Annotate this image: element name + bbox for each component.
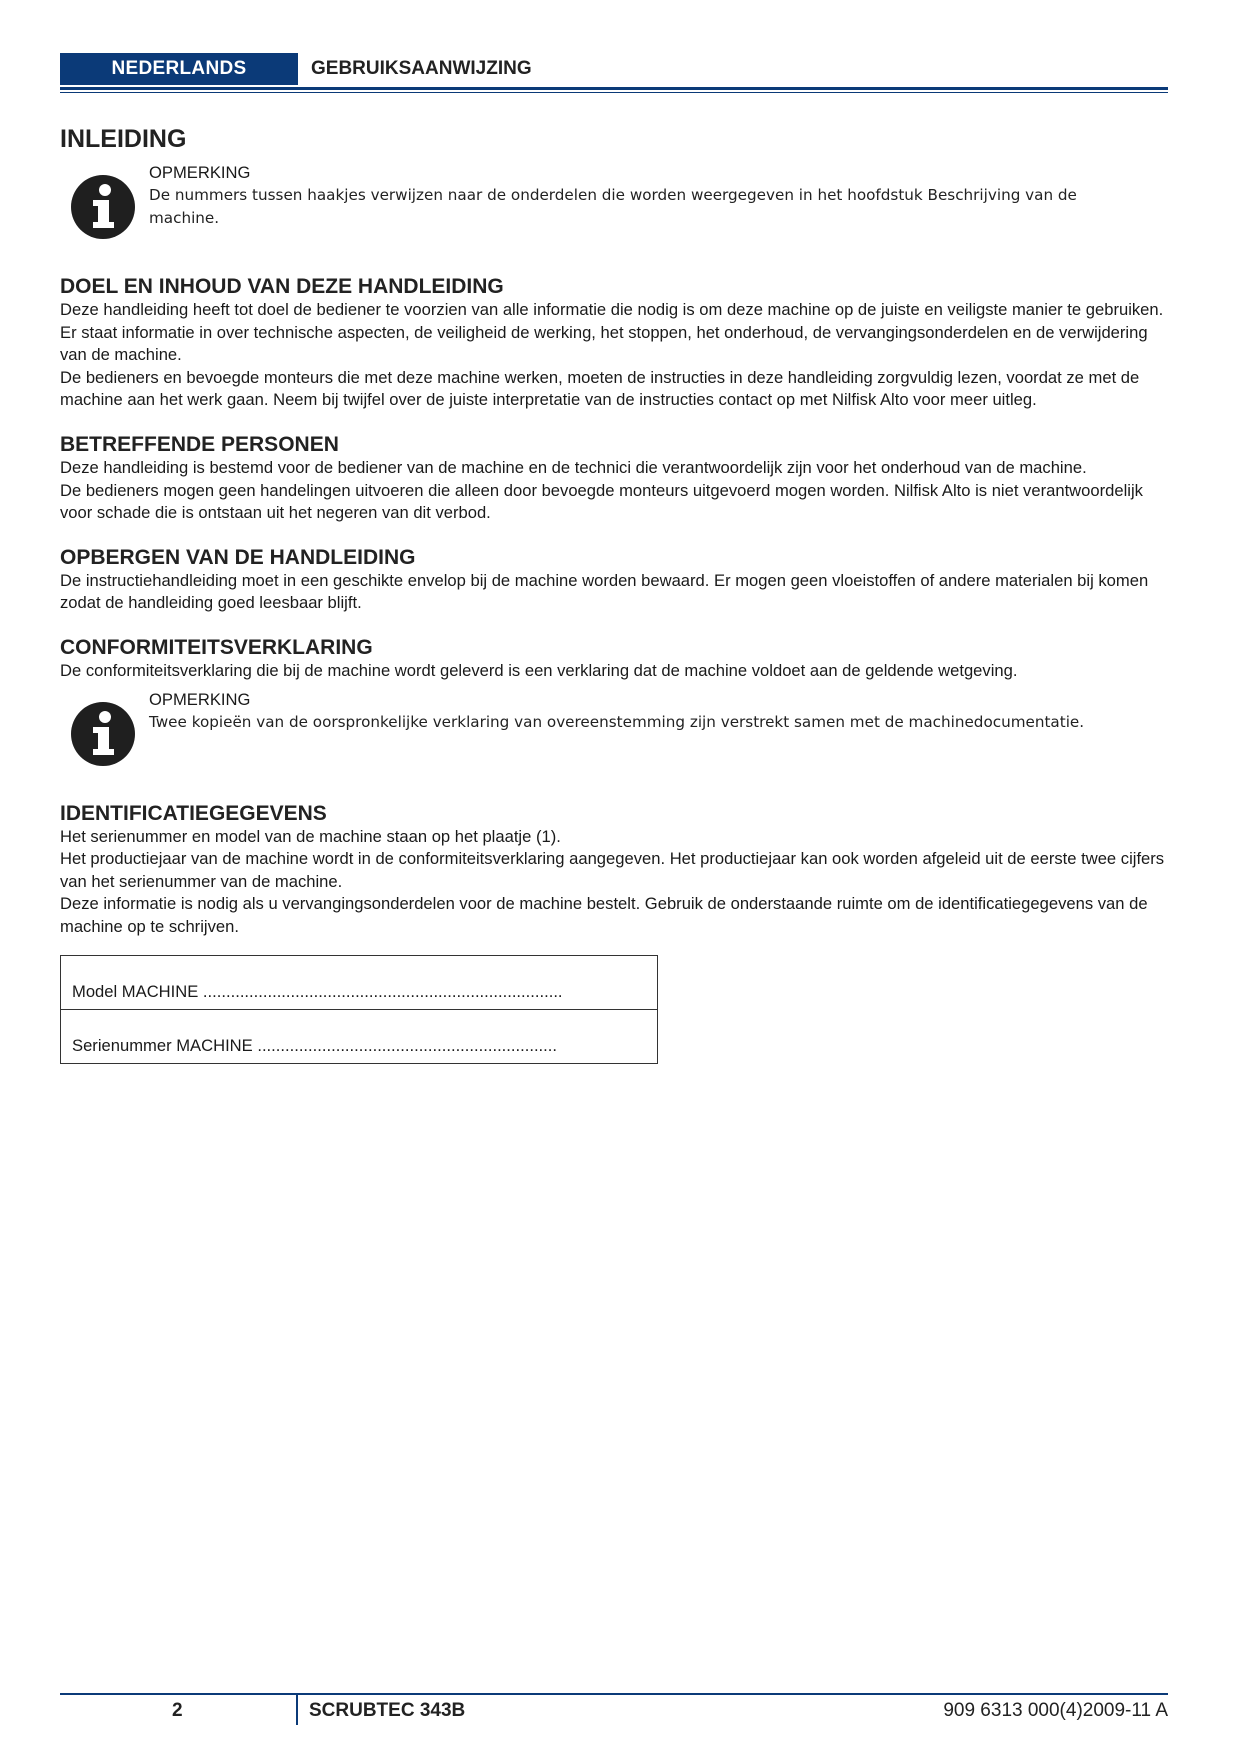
note-box	[60, 689, 1168, 787]
document-code: 909 6313 000(4)2009-11 A	[943, 1700, 1168, 1721]
section-title: DOEL EN INHOUD VAN DEZE HANDLEIDING	[60, 275, 504, 298]
note-body: Twee kopieën van de oorspronkelijke verklaring van overeenstemming zijn verstrekt samen met de machinedocumentatie.	[149, 712, 1085, 731]
page-number: 2	[172, 1700, 183, 1721]
section-title: OPBERGEN VAN DE HANDLEIDING	[60, 545, 416, 569]
paragraph: Deze informatie is nodig als u vervangingsonderdelen voor de machine bestelt. Gebruik de onderstaande ruimte om de identificatiegegevens van de machine op te schrijven.	[60, 894, 1148, 936]
header-rule-thin	[60, 92, 1168, 93]
info-icon	[70, 174, 136, 240]
paragraph: De bedieners mogen geen handelingen uitvoeren die alleen door bevoegde monteurs uitgevoerd mogen worden. Nilfisk Alto is niet verantwoordelijk voor schade die is ontstaan uit het negeren van dit verbod.	[60, 480, 1143, 523]
section-doel	[60, 274, 1168, 412]
model-row	[61, 956, 657, 1010]
section-identificatie	[60, 801, 1168, 1064]
paragraph: De conformiteitsverklaring die bij de machine wordt geleverd is een verklaring dat de machine voldoet aan de geldende wetgeving.	[60, 660, 1018, 680]
footer-rule	[60, 1693, 1168, 1695]
page-content	[60, 124, 1168, 1064]
note-body: De nummers tussen haakjes verwijzen naar de onderdelen die worden weergegeven in het hoofdstuk Beschrijving van de machine.	[149, 186, 1077, 227]
note-text	[149, 162, 1149, 230]
section-conformiteit	[60, 635, 1168, 787]
serial-machine-field: Serienummer MACHINE .................................................................	[72, 1035, 558, 1055]
paragraph: Deze handleiding is bestemd voor de bediener van de machine en de technici die verantwoordelijk zijn voor het onderhoud van de machine.	[60, 457, 1087, 477]
section-title: CONFORMITEITSVERKLARING	[60, 635, 373, 659]
machine-model: SCRUBTEC 343B	[309, 1700, 466, 1721]
document-type-title: GEBRUIKSAANWIJZING	[311, 58, 532, 79]
section-opbergen	[60, 545, 1168, 615]
paragraph: Het serienummer en model van de machine staan op het plaatje (1).	[60, 826, 561, 846]
language-tab: NEDERLANDS	[60, 53, 298, 85]
note-box	[60, 162, 1168, 260]
identification-table	[60, 955, 658, 1064]
section-personen	[60, 432, 1168, 525]
paragraph: De instructiehandleiding moet in een geschikte envelop bij de machine worden bewaard. Er mogen geen vloeistoffen of andere materialen bij komen zodat de handleiding goed leesbaar blijft.	[60, 570, 1149, 613]
paragraph: Het productiejaar van de machine wordt in de conformiteitsverklaring aangegeven. Het productiejaar kan ook worden afgeleid uit de eerste twee cijfers van het serienummer van de machine.	[60, 849, 1165, 891]
note-heading: OPMERKING	[149, 163, 251, 182]
page-header	[60, 53, 1168, 87]
paragraph: Deze handleiding heeft tot doel de bediener te voorzien van alle informatie die nodig is om deze machine op de juiste en veiligste manier te gebruiken. Er staat informatie in over technische aspecten, de veiligheid de werking, het stoppen, het onderhoud, de vervangingsonderdelen en de verwijdering van de machine.	[60, 300, 1164, 365]
section-title: IDENTIFICATIEGEGEVENS	[60, 801, 327, 825]
header-rule	[60, 87, 1168, 90]
page-footer	[60, 1693, 1168, 1733]
note-heading: OPMERKING	[149, 689, 251, 709]
model-machine-field: Model MACHINE ..............................................................................	[72, 981, 563, 1001]
section-title-inleiding: INLEIDING	[60, 125, 187, 153]
info-icon	[70, 701, 136, 767]
note-text	[149, 689, 1149, 734]
paragraph: De bedieners en bevoegde monteurs die met deze machine werken, moeten de instructies in deze handleiding zorgvuldig lezen, voordat ze met de machine aan het werk gaan. Neem bij twijfel over de juiste interpretatie van de instructies contact op met Nilfisk Alto voor meer uitleg.	[60, 367, 1140, 410]
serial-row	[61, 1010, 657, 1063]
footer-separator	[296, 1693, 298, 1725]
section-title: BETREFFENDE PERSONEN	[60, 432, 339, 456]
